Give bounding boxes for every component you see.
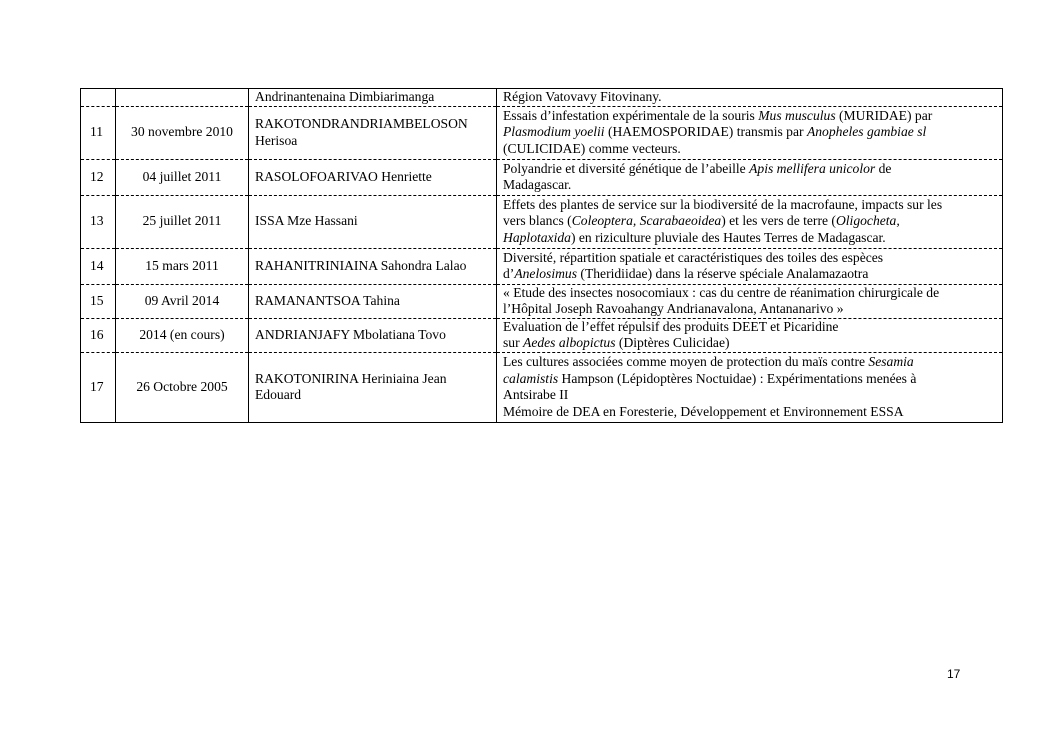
author-line: RAKOTONIRINA Heriniaina Jean	[255, 370, 447, 386]
text-segment: Les cultures associées comme moyen de protection du maïs contre	[503, 354, 869, 369]
title-line	[503, 335, 1000, 352]
cell-author	[249, 106, 497, 159]
text-segment: Antsirabe II	[503, 387, 569, 402]
text-segment: de	[875, 160, 892, 176]
table-row	[81, 318, 1003, 352]
title-line	[503, 124, 1000, 141]
table-row	[81, 248, 1003, 284]
author-line: RAHANITRINIAINA Sahondra Lalao	[255, 257, 467, 273]
cell-number: 16	[81, 318, 116, 352]
cell-date: 15 mars 2011	[116, 248, 249, 284]
text-segment: l’Hôpital Joseph Ravoahangy Andrianavalona, Antananarivo »	[503, 301, 844, 316]
cell-author	[249, 248, 497, 284]
text-segment: Diversité, répartition spatiale et caractéristiques des toiles des espèces	[503, 249, 884, 265]
title-line	[503, 230, 1000, 247]
text-segment: Polyandrie et diversité génétique de l’abeille	[503, 160, 750, 176]
cell-author	[249, 89, 497, 107]
cell-date: 26 Octobre 2005	[116, 352, 249, 422]
italic-segment: calamistis	[503, 370, 559, 386]
text-segment: Essais d’infestation expérimentale de la souris	[503, 107, 759, 123]
italic-segment: Sesamia	[868, 354, 914, 369]
cell-author	[249, 284, 497, 318]
text-segment: Evaluation de l’effet répulsif des produits DEET et Picaridine	[503, 318, 839, 334]
italic-segment: Aedes albopictus	[523, 335, 616, 350]
thesis-list-table	[80, 88, 1003, 423]
text-segment: (CULICIDAE) comme vecteurs.	[503, 140, 681, 156]
text-segment: Effets des plantes de service sur la biodiversité de la macrofaune, impacts sur les	[503, 196, 943, 212]
title-line	[503, 108, 1000, 125]
cell-author	[249, 318, 497, 352]
table-row	[81, 284, 1003, 318]
cell-date: 09 Avril 2014	[116, 284, 249, 318]
text-segment: (Diptères Culicidae)	[615, 335, 730, 350]
italic-segment: Coleoptera, Scarabaeoidea	[571, 213, 722, 229]
cell-author	[249, 352, 497, 422]
italic-segment: Mus musculus	[758, 107, 836, 123]
cell-title	[497, 89, 1003, 107]
cell-number: 13	[81, 195, 116, 248]
text-segment: Hampson (Lépidoptères Noctuidae) : Expérimentations menées à	[558, 370, 917, 386]
author-line: Edouard	[255, 387, 302, 402]
table-row	[81, 106, 1003, 159]
cell-date: 30 novembre 2010	[116, 106, 249, 159]
table-row	[81, 352, 1003, 422]
cell-date: 25 juillet 2011	[116, 195, 249, 248]
cell-title	[497, 195, 1003, 248]
text-segment: Mémoire de DEA en Foresterie, Développement et Environnement ESSA	[503, 403, 904, 419]
title-line	[503, 141, 1000, 158]
cell-title	[497, 318, 1003, 352]
table-row	[81, 195, 1003, 248]
cell-title	[497, 352, 1003, 422]
text-segment: ) en riziculture pluviale des Hautes Terres de Madagascar.	[570, 229, 886, 245]
cell-author	[249, 195, 497, 248]
italic-segment: Anopheles gambiae sl	[806, 124, 927, 140]
italic-segment: Plasmodium yoelii	[503, 124, 605, 140]
cell-number: 17	[81, 352, 116, 422]
page-number: 17	[947, 667, 961, 681]
cell-number: 11	[81, 106, 116, 159]
title-line	[503, 89, 1000, 106]
title-line	[503, 250, 1000, 267]
title-line	[503, 301, 1000, 318]
text-segment: (MURIDAE) par	[835, 107, 933, 123]
cell-title	[497, 248, 1003, 284]
text-segment: « Etude des insectes nosocomiaux : cas du centre de réanimation chirurgicale de	[503, 284, 940, 300]
cell-date: 04 juillet 2011	[116, 159, 249, 195]
title-line	[503, 404, 1000, 421]
cell-number: 15	[81, 284, 116, 318]
author-line: Andrinantenaina Dimbiarimanga	[255, 89, 435, 104]
cell-number	[81, 89, 116, 107]
author-line: RAMANANTSOA Tahina	[255, 292, 400, 308]
cell-number: 12	[81, 159, 116, 195]
text-segment: d’	[503, 266, 515, 281]
author-line: Herisoa	[255, 132, 298, 148]
cell-title	[497, 106, 1003, 159]
author-line: ANDRIANJAFY Mbolatiana Tovo	[255, 326, 446, 342]
title-line	[503, 387, 1000, 404]
italic-segment: Haplotaxida	[503, 229, 571, 245]
italic-segment: Apis mellifera unicolor	[749, 160, 876, 176]
table-body	[81, 89, 1003, 423]
title-line	[503, 213, 1000, 230]
cell-title	[497, 159, 1003, 195]
title-line	[503, 197, 1000, 214]
cell-number: 14	[81, 248, 116, 284]
author-line: RAKOTONDRANDRIAMBELOSON	[255, 116, 468, 131]
text-segment: (HAEMOSPORIDAE) transmis par	[604, 124, 807, 140]
title-line	[503, 371, 1000, 388]
text-segment: sur	[503, 335, 524, 350]
text-segment: ) et les vers de terre (	[721, 213, 836, 229]
text-segment: Madagascar.	[503, 177, 572, 192]
italic-segment: Anelosimus	[514, 266, 578, 281]
italic-segment: Oligocheta,	[835, 213, 900, 229]
title-line	[503, 319, 1000, 336]
author-line: ISSA Mze Hassani	[255, 213, 358, 229]
title-line	[503, 177, 1000, 194]
cell-author	[249, 159, 497, 195]
cell-date: 2014 (en cours)	[116, 318, 249, 352]
text-segment: vers blancs (	[503, 213, 572, 229]
cell-title	[497, 284, 1003, 318]
title-line	[503, 266, 1000, 283]
title-line	[503, 354, 1000, 371]
author-line: RASOLOFOARIVAO Henriette	[255, 168, 432, 184]
title-line	[503, 161, 1000, 178]
table-row	[81, 159, 1003, 195]
text-segment: (Theridiidae) dans la réserve spéciale Analamazaotra	[577, 266, 869, 281]
text-segment: Région Vatovavy Fitovinany.	[503, 89, 662, 104]
table-row	[81, 89, 1003, 107]
title-line	[503, 285, 1000, 302]
cell-date	[116, 89, 249, 107]
